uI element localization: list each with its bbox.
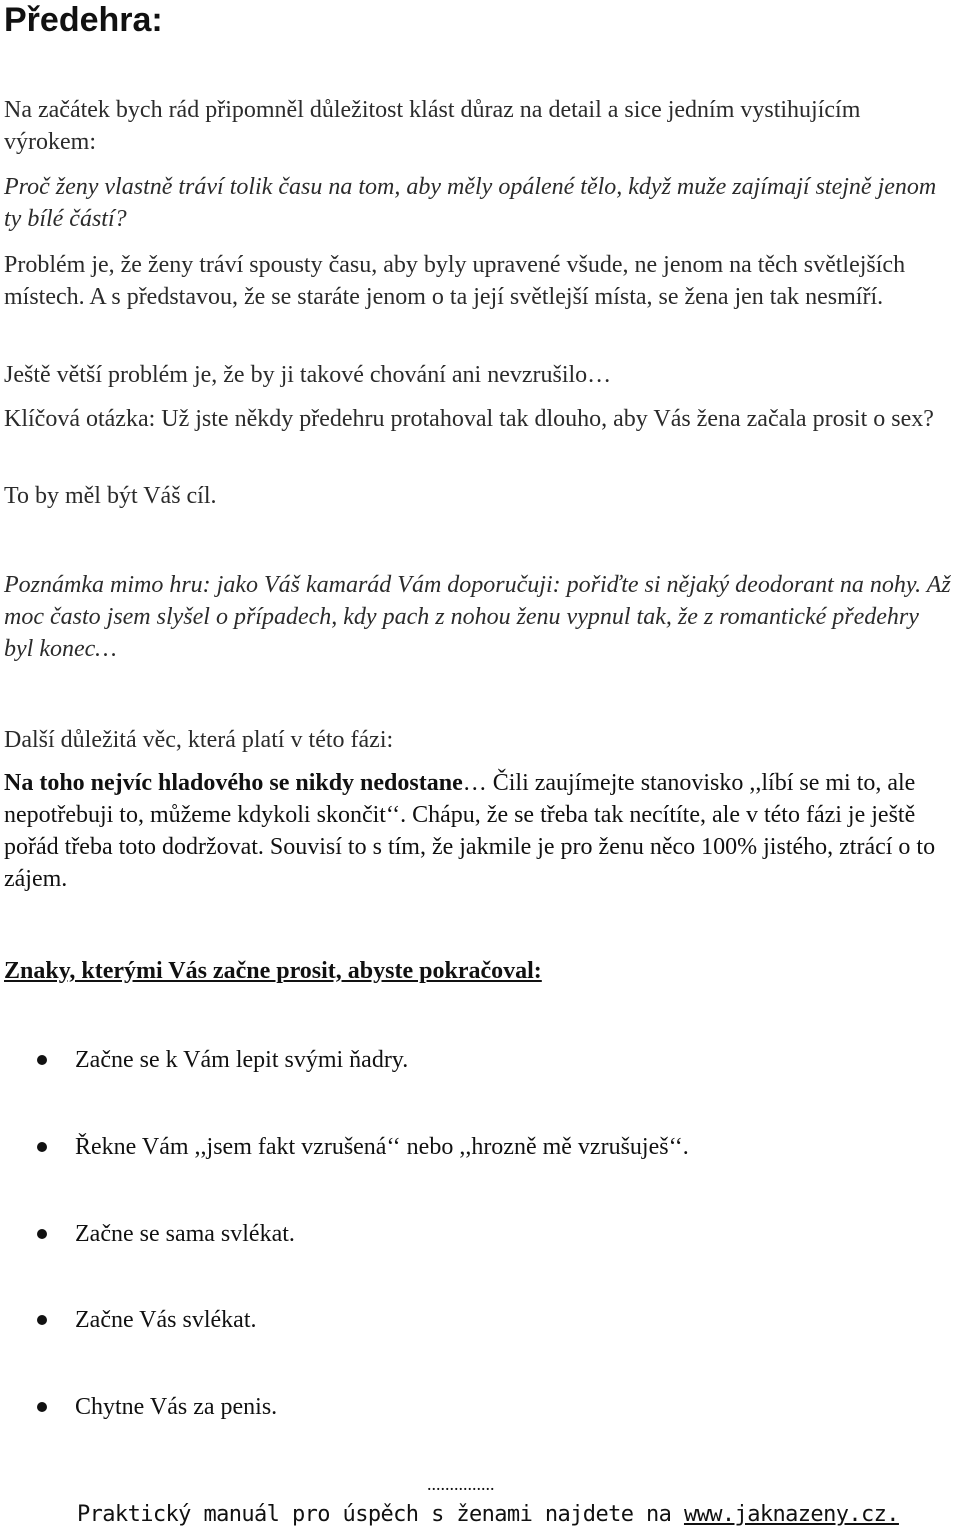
footer-text: Praktický manuál pro úspěch s ženami najdete na <box>77 1502 684 1527</box>
list-item <box>0 1391 950 1423</box>
footer-dots: ............... <box>427 1474 495 1494</box>
bullet-icon <box>37 1142 47 1152</box>
signs-heading: Znaky, kterými Vás začne prosit, abyste pokračoval: <box>4 958 542 984</box>
problem-paragraph <box>4 249 954 313</box>
bullet-icon <box>37 1402 47 1412</box>
footer <box>77 1500 899 1530</box>
list-item-text: Začne se sama svlékat. <box>75 1221 295 1247</box>
bullet-icon <box>37 1229 47 1239</box>
list-item-text: Chytne Vás za penis. <box>75 1394 278 1420</box>
intro-quote: Proč ženy vlastně tráví tolik času na tom, aby měly opálené tělo, když muže zajímají stejně jenom ty bílé částí? <box>4 174 937 232</box>
problem-part2: A s představou, že se staráte jenom o ta její světlejší místa, se žena jen tak nesmíří. <box>89 284 884 310</box>
footer-link[interactable]: www.jaknazeny.cz. <box>683 1502 899 1527</box>
list-item <box>0 1304 950 1336</box>
intro-paragraph: Na začátek bych rád připomněl důležitost klást důraz na detail a sice jedním vystihujícím výrokem: <box>4 97 861 155</box>
side-note-part1: Poznámka mimo hru: jako Váš kamarád Vám doporučuji: pořiďte si nějaký deodorant na nohy. <box>4 572 922 598</box>
bigger-problem-paragraph: Ještě větší problém je, že by ji takové chování ani nevzrušilo… <box>4 362 612 388</box>
list-item-text: Začne se k Vám lepit svými ňadry. <box>75 1047 409 1073</box>
list-item-text: Začne Vás svlékat. <box>75 1307 257 1333</box>
phase-intro-paragraph: Další důležitá věc, která platí v této fázi: <box>4 727 394 753</box>
page-title: Předehra: <box>4 1 163 39</box>
list-item <box>0 1044 950 1076</box>
bullet-icon <box>37 1315 47 1325</box>
phase-rule-paragraph <box>4 767 954 895</box>
bullet-icon <box>37 1055 47 1065</box>
list-item <box>0 1131 950 1163</box>
list-item-text: Řekne Vám ,,jsem fakt vzrušená‘‘ nebo ,,hrozně mě vzrušuješ‘‘. <box>75 1134 689 1160</box>
side-note-part2: Až moc často jsem slyšel o případech, kdy pach z nohou ženu vypnul tak, že z romantické předehry byl konec… <box>4 572 951 662</box>
goal-paragraph: To by měl být Váš cíl. <box>4 483 217 509</box>
phase-rule-rest: … Čili zaujímejte stanovisko ,,líbí se mi to, ale nepotřebuji to, můžeme kdykoli skončit‘‘. Chápu, že se třeba tak necítíte, ale v této fázi je ještě pořád třeba toto dodržovat. Souvisí to s tím, že jakmile je pro ženu něco 100% jistého, ztrácí o to zájem. <box>4 770 936 892</box>
list-item <box>0 1218 950 1250</box>
problem-part1: Problém je, že ženy tráví spousty času, aby byly upravené všude, ne jenom na těch světlejších místech. <box>4 252 906 310</box>
phase-rule-bold: Na toho nejvíc hladového se nikdy nedostane <box>4 770 463 796</box>
key-question-paragraph: Klíčová otázka: Už jste někdy předehru protahoval tak dlouho, aby Vás žena začala prosit o sex? <box>4 406 934 432</box>
side-note-paragraph <box>4 569 954 665</box>
